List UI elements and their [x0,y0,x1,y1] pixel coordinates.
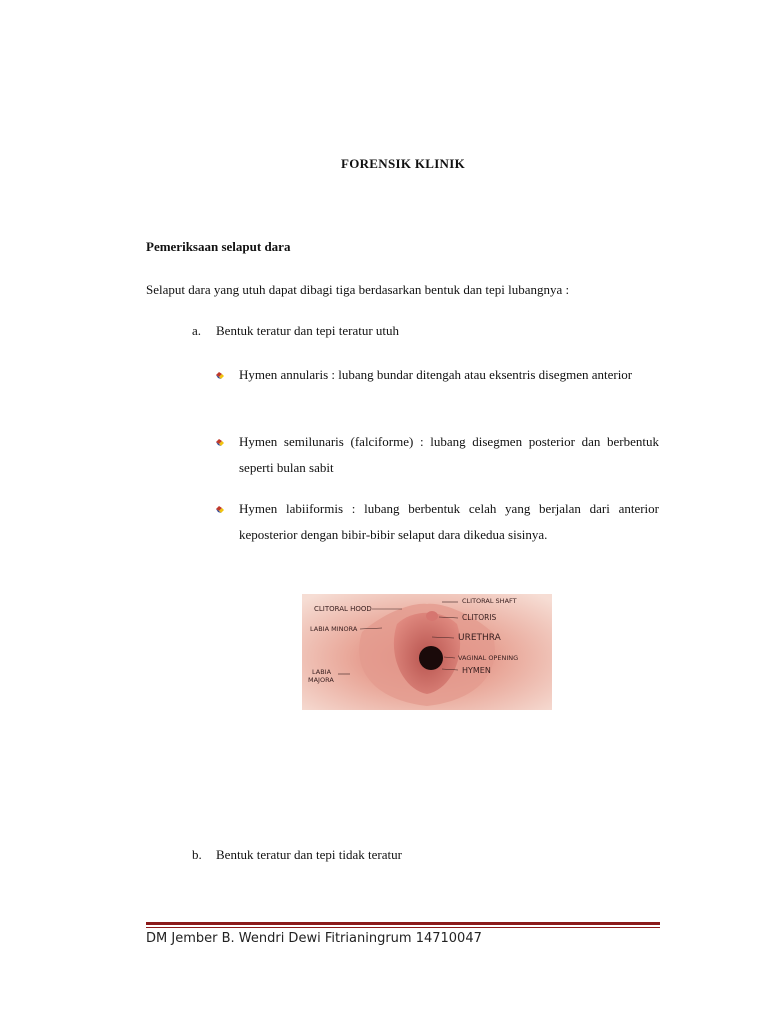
label-clitoris: CLITORIS [462,613,497,622]
list-marker: b. [192,847,202,862]
intro-paragraph: Selaput dara yang utuh dapat dibagi tiga berdasarkan bentuk dan tepi lubangnya : [146,282,570,297]
page-title: FORENSIK KLINIK [340,156,466,171]
label-urethra: URETHRA [458,633,501,643]
label-labia-minora: LABIA MINORA [310,625,358,633]
diamond-bullet-icon [215,437,225,447]
label-clitoral-hood: CLITORAL HOOD [314,605,372,613]
bullet-text: Hymen labiiformis : lubang berbentuk celah yang berjalan dari anterior keposterior dengan bibir-bibir selaput dara dikedua sisinya. [239,501,659,542]
label-hymen: HYMEN [462,666,491,675]
bullet-item [215,362,659,388]
label-vaginal-opening: VAGINAL OPENING [458,654,519,662]
list-marker: a. [192,323,202,338]
diamond-bullet-icon [215,370,225,380]
label-labia-majora-2: MAJORA [308,676,334,684]
diamond-bullet-icon [215,504,225,514]
anatomy-diagram [302,594,552,710]
bullet-text: Hymen annularis : lubang bundar ditengah atau eksentris disegmen anterior [239,367,633,382]
bullet-item [215,429,659,480]
list-item-text: Bentuk teratur dan tepi tidak teratur [216,847,402,862]
label-labia-majora-1: LABIA [312,668,332,676]
bullet-item [215,496,659,547]
footer-rule-thin [146,927,660,928]
footer-rule-thick [146,922,660,925]
section-heading: Pemeriksaan selaput dara [146,239,291,254]
footer-author: DM Jember B. Wendri Dewi Fitrianingrum 14710047 [146,931,482,946]
label-clitoral-shaft: CLITORAL SHAFT [462,597,517,605]
bullet-text: Hymen semilunaris (falciforme) : lubang disegmen posterior dan berbentuk seperti bulan sabit [239,434,659,475]
list-item-text: Bentuk teratur dan tepi teratur utuh [216,323,400,338]
